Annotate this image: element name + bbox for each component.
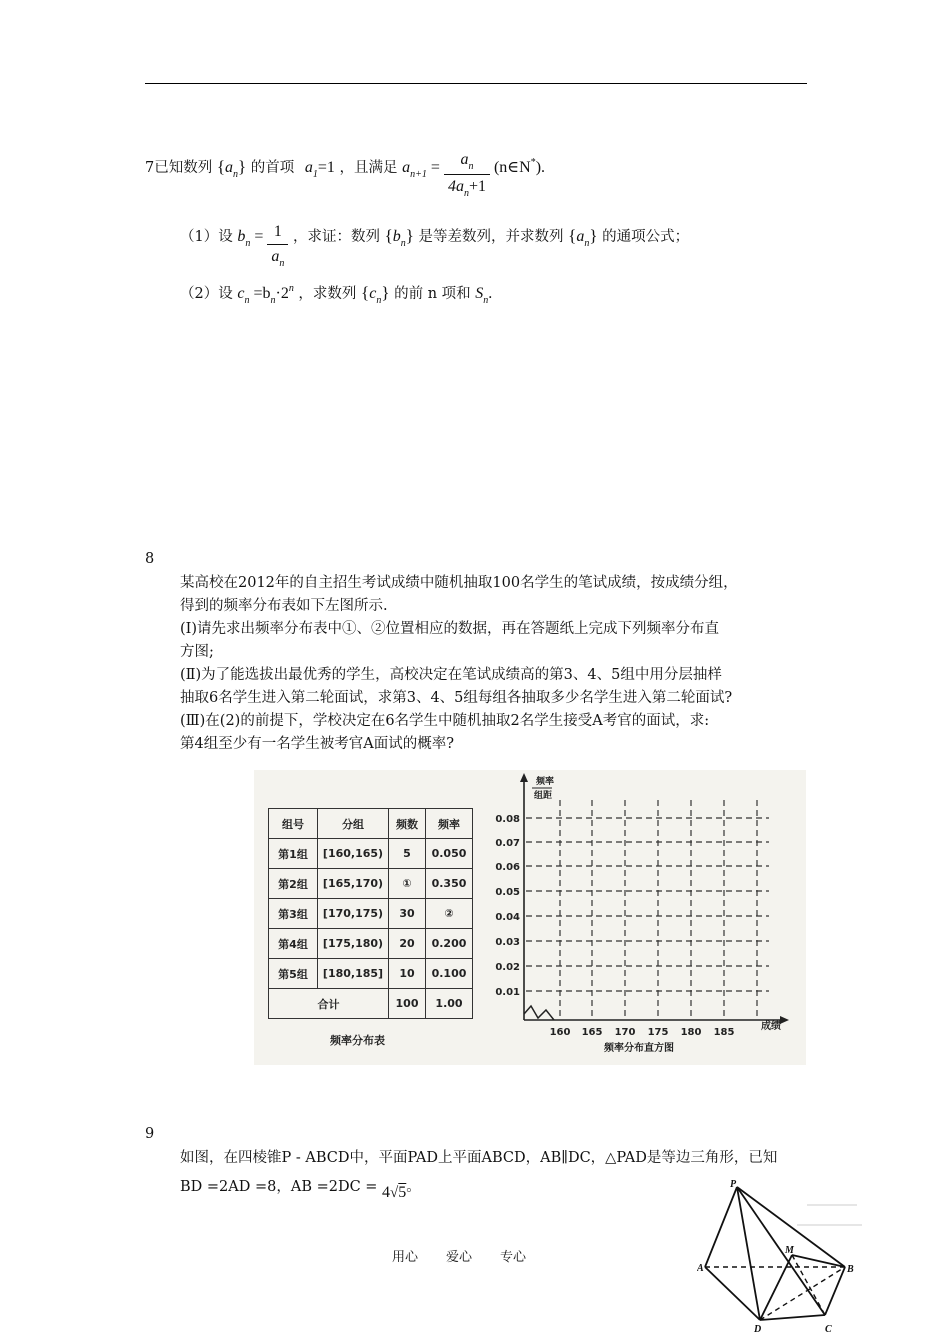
y-tick-label: 0.04 [495,912,520,923]
table-header-row [269,809,473,839]
question-8-line: 第4组至少有一名学生被考官A面试的概率? [180,736,454,752]
question-9-number: 9 [145,1126,155,1142]
table-cell: [170,175) [318,899,389,929]
question-9-line-2: BD =2AD =8，AB =2DC = 4√5。 [180,1179,421,1201]
question-8-line: (Ⅲ)在(2)的前提下，学校决定在6名学生中随机抽取2名学生接受A考官的面试，求: [180,713,710,729]
x-axis-label: 成绩 [761,1021,781,1032]
question-8-line: 某高校在2012年的自主招生考试成绩中随机抽取100名学生的笔试成绩，按成绩分组， [180,575,738,591]
table-cell: ① [389,869,426,899]
question-8-line: (I)请先求出频率分布表中①、②位置相应的数据，再在答题纸上完成下列频率分布直 [180,621,720,637]
table-cell: [180,185] [318,959,389,989]
table-cell: ② [426,899,473,929]
table-cell: 第5组 [269,959,318,989]
table-cell: 1.00 [426,989,473,1019]
y-axis-label-top: 频率 [536,777,555,787]
question-8-number: 8 [145,551,155,567]
table-cell: 0.050 [426,839,473,869]
question-8-line: 方图; [180,644,214,660]
footer: 用心 爱心 专心 [392,1250,527,1265]
vertex-label-d: D [754,1324,762,1335]
table-cell: 0.350 [426,869,473,899]
table-header: 频数 [389,809,426,839]
table-cell: 100 [389,989,426,1019]
table-cell: [160,165) [318,839,389,869]
table-header: 频率 [426,809,473,839]
table-cell: 0.100 [426,959,473,989]
table-row [269,929,473,959]
table-cell: 合计 [269,989,389,1019]
y-tick-label: 0.06 [495,862,520,873]
question-7-part-1: （1）设 $b_n$ = $\frac{1}{a_n}$ ，求证：数列 $\{b_n\}$ 是等差数列，并求数列 $\{a_n\}$ 的通项公式； [180,212,689,263]
table-row [269,869,473,899]
table-cell: 第3组 [269,899,318,929]
question-8-line: (Ⅱ)为了能选拔出最优秀的学生，高校决定在笔试成绩高的第3、4、5组中用分层抽样 [180,667,722,683]
question-9-line-1: 如图，在四棱锥P - ABCD中，平面PAD上平面ABCD，AB∥DC，△PAD是等边三角形，已知 [180,1150,778,1166]
table-row [269,839,473,869]
question-8-line: 得到的频率分布表如下左图所示. [180,598,388,614]
table-caption: 频率分布表 [330,1034,385,1047]
table-row [269,959,473,989]
x-tick-label: 170 [614,1027,636,1038]
question-8-line: 抽取6名学生进入第二轮面试，求第3、4、5组每组各抽取多少名学生进入第二轮面试? [180,690,733,706]
x-tick-label: 165 [581,1027,603,1038]
histogram-grid [484,770,806,1065]
header-rule [145,83,807,84]
x-tick-label: 175 [647,1027,669,1038]
x-tick-label: 185 [713,1027,735,1038]
vertex-label-c: C [825,1324,832,1335]
histogram-caption: 频率分布直方图 [604,1043,674,1054]
question-8-figure [254,770,806,1065]
table-cell: 5 [389,839,426,869]
table-cell: 20 [389,929,426,959]
y-tick-label: 0.05 [495,887,520,898]
table-cell: 0.200 [426,929,473,959]
table-cell: 第4组 [269,929,318,959]
y-tick-label: 0.01 [495,987,520,998]
vertex-label-a: A [697,1263,704,1274]
table-row [269,899,473,929]
x-tick-label: 160 [549,1027,571,1038]
vertex-label-p: P [730,1179,737,1190]
table-header: 组号 [269,809,318,839]
table-cell: 第1组 [269,839,318,869]
table-cell: 30 [389,899,426,929]
question-7-part-2: （2）设 $c_n =b_n\cdot 2^n$ ，求数列 $\{c_n\}$ 的前 n 项和 $S_n$. [180,283,493,306]
y-tick-label: 0.03 [495,937,520,948]
x-tick-label: 180 [680,1027,702,1038]
y-tick-label: 0.07 [495,838,520,849]
vertex-label-m: M [785,1245,794,1256]
question-8-text [180,572,738,756]
table-cell: 10 [389,959,426,989]
pyramid-figure [697,1175,862,1335]
table-cell: [175,180) [318,929,389,959]
table-header: 分组 [318,809,389,839]
table-total-row [269,989,473,1019]
y-tick-label: 0.02 [495,962,520,973]
y-axis-label-bottom: 组距 [534,791,553,801]
table-cell: 第2组 [269,869,318,899]
frequency-table [268,808,473,1019]
table-cell: [165,170) [318,869,389,899]
question-7-stem: 7已知数列 $\{a_n\}$ 的首项 $a_1=1$ ，且满足 $a_{n+1}$ = $\frac{a_n}{4a_n+1}$ (n∈N*). [145,142,545,195]
y-tick-label: 0.08 [495,814,520,825]
vertex-label-b: B [847,1264,854,1275]
